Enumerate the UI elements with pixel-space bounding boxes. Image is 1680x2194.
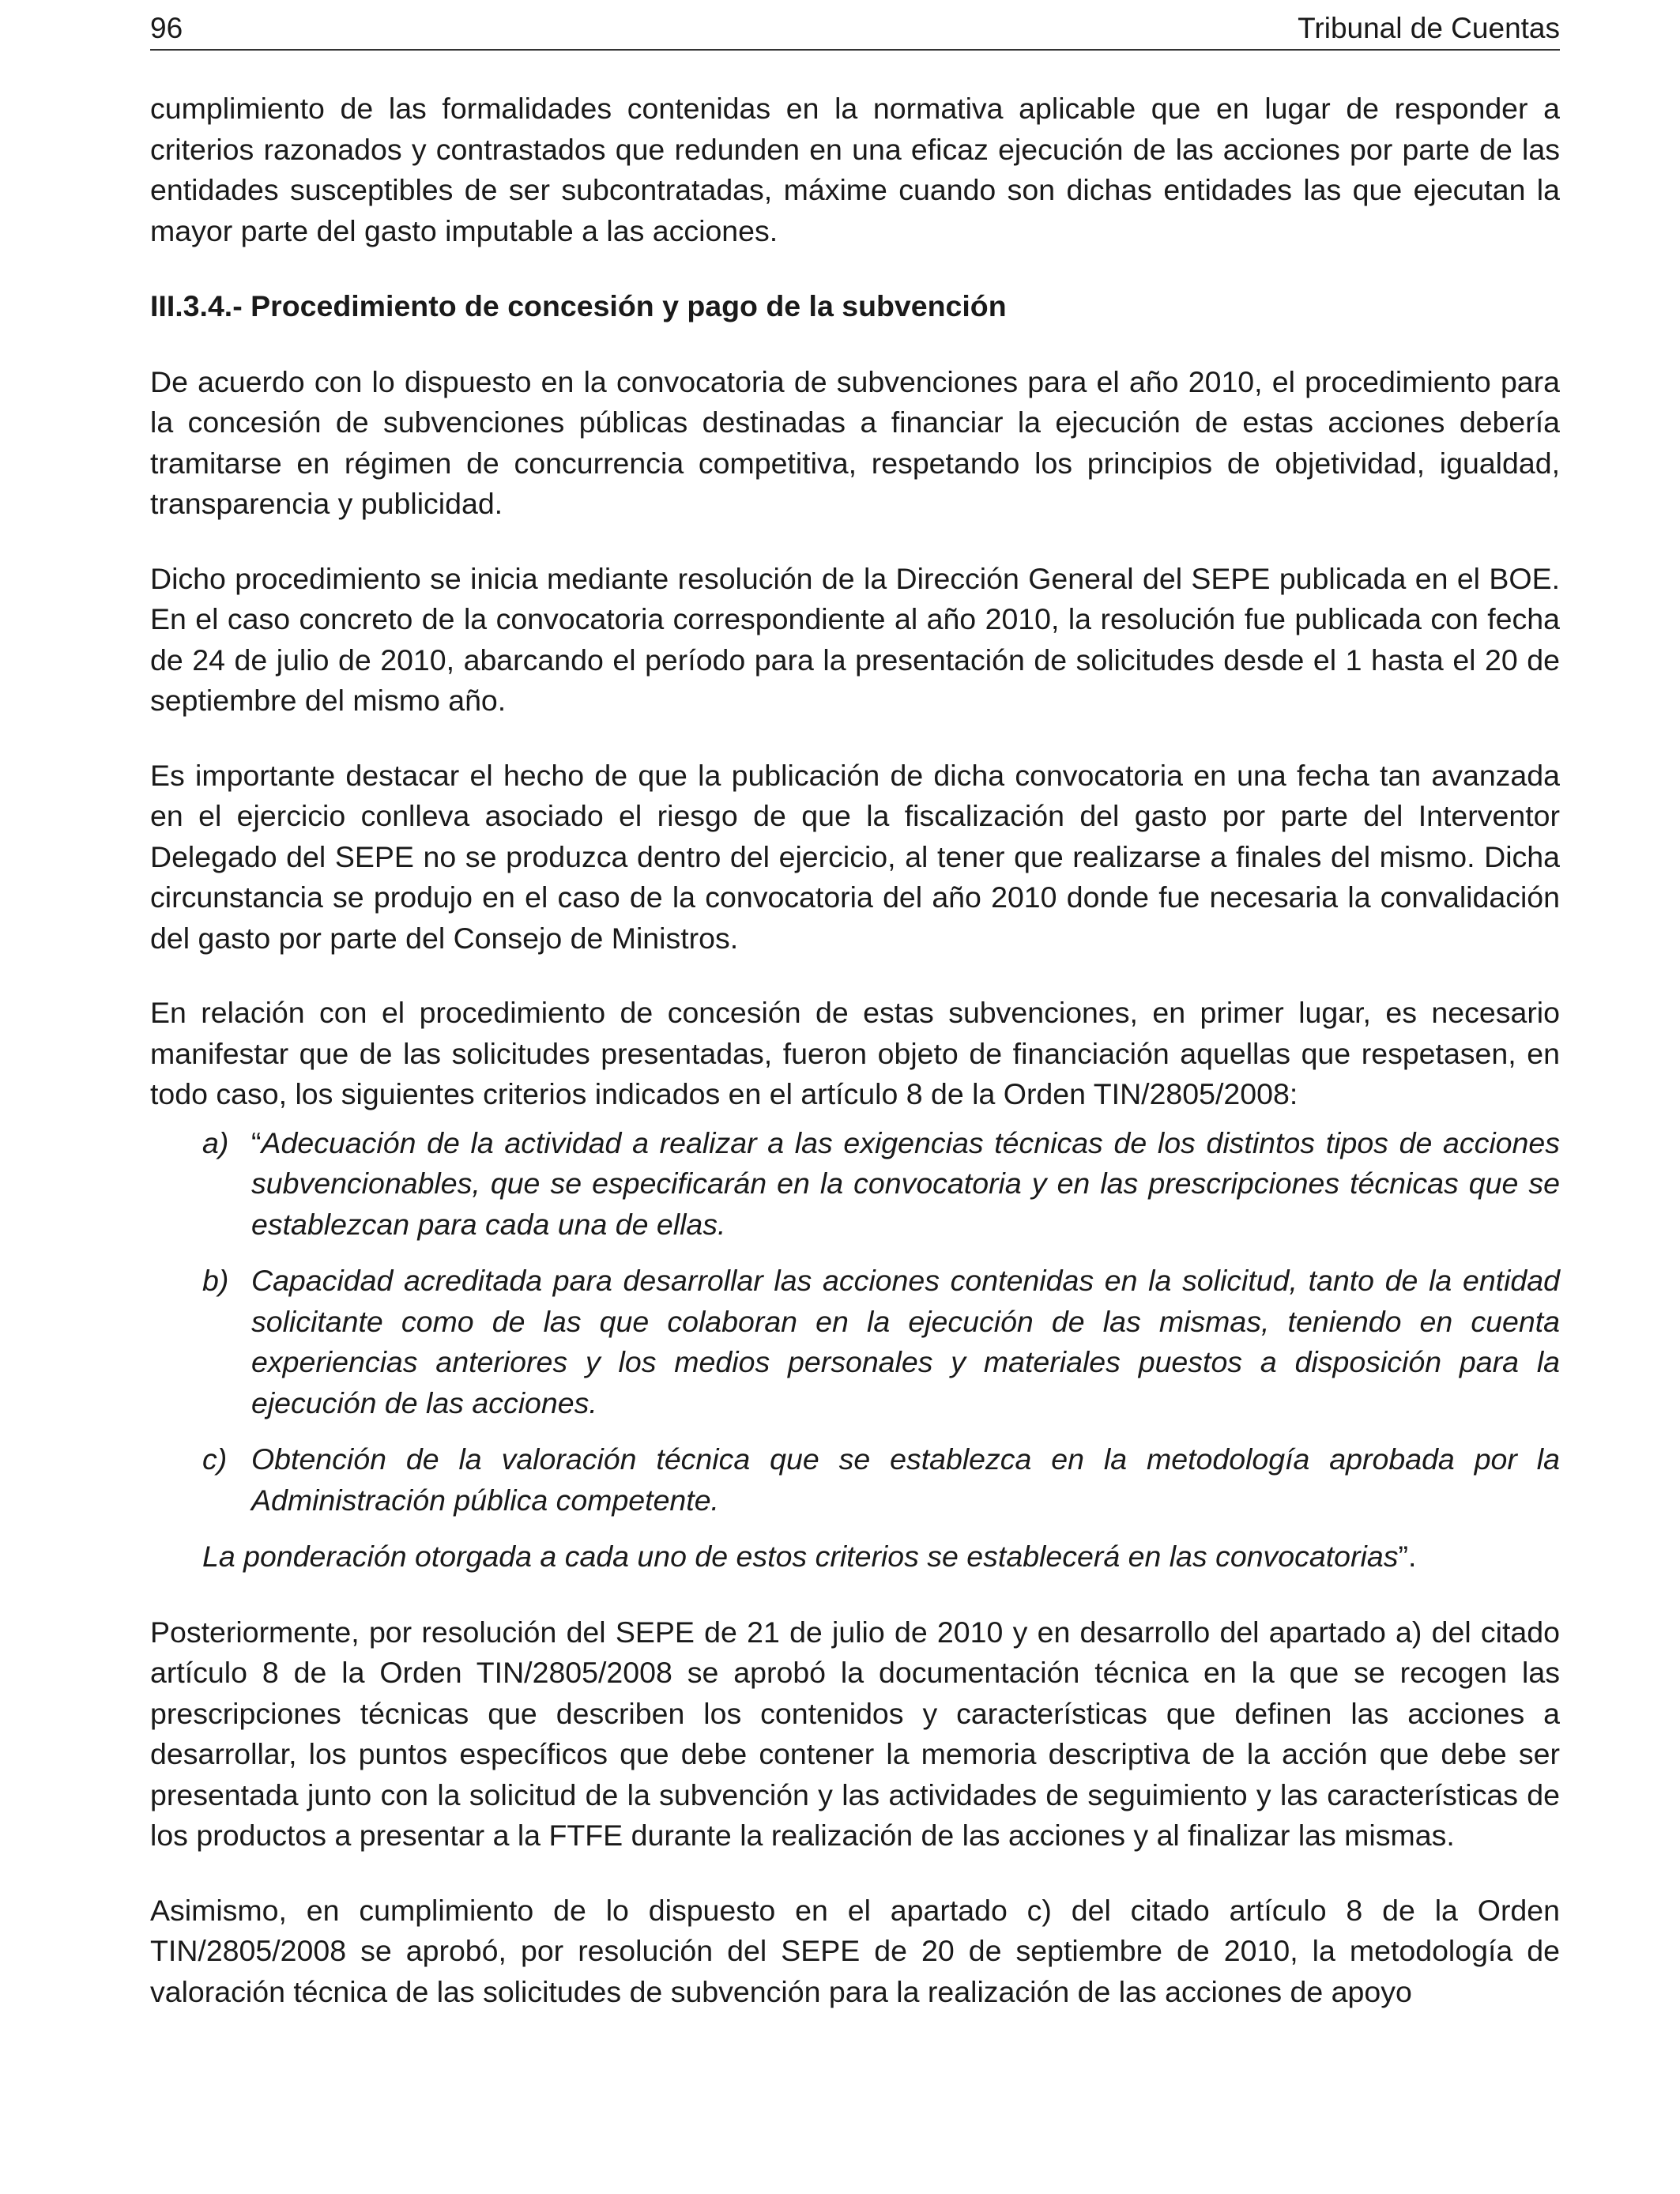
section-heading: III.3.4.- Procedimiento de concesión y pago de la subvención [150,289,1007,322]
criteria-marker: a) [202,1125,229,1159]
criteria-closing [150,1536,1560,1578]
paragraph-criterios-intro: En relación con el procedimiento de concesión de estas subvenciones, en primer lugar, es necesario manifestar que de las solicitudes presentadas, fueron objeto de financiación aquellas que respetasen, en todo caso, los siguientes criterios indicados en el artículo 8 de la Orden TIN/2805/2008: [150,996,1560,1110]
criteria-text [251,1123,1560,1246]
publication-title: Tribunal de Cuentas [1298,12,1560,44]
body-text [150,89,1560,2046]
paragraph-procedimiento: Dicho procedimiento se inicia mediante resolución de la Dirección General del SEPE publicada en el BOE. En el caso concreto de la convocatoria correspondiente al año 2010, la resolución fue publicada con fecha de 24 de julio de 2010, abarcando el período para la presentación de solicitudes desde el 1 hasta el 20 de septiembre del mismo año. [150,561,1560,717]
criteria-item-b [150,1261,1560,1423]
closing-text: La ponderación otorgada a cada uno de estos criterios se establecerá en las convocatorias [202,1540,1399,1573]
page-number: 96 [150,12,183,44]
paragraph-continuation: cumplimiento de las formalidades contenidas en la normativa aplicable que en lugar de responder a criterios razonados y contrastados que redunden en una eficaz ejecución de las acciones por parte de las entidades susceptibles de ser subcontratadas, máxime cuando son dichas entidades las que ejecutan la mayor parte del gasto imputable a las acciones. [150,92,1560,247]
criteria-marker: c) [202,1442,228,1476]
paragraph-posteriormente: Posteriormente, por resolución del SEPE de 21 de julio de 2010 y en desarrollo del apartado a) del citado artículo 8 de la Orden TIN/2805/2008 se aprobó la documentación técnica en la que se recogen las prescripciones técnicas que describen los contenidos y características que definen las acciones a desarrollar, los puntos específicos que debe contener la memoria descriptiva de la acción que debe ser presentada junto con la solicitud de la subvención y las actividades de seguimiento y las características de los productos a presentar a la FTFE durante la realización de las acciones y al finalizar las mismas. [150,1615,1560,1852]
criteria-marker: b) [202,1264,229,1297]
criteria-text-c: Obtención de la valoración técnica que se establezca en la metodología aprobada por la Administración pública competente. [251,1442,1560,1517]
running-header [150,11,1560,51]
criteria-text-a: Adecuación de la actividad a realizar a las exigencias técnicas de los distintos tipos de acciones subvencionables, que se especificarán en la convocatoria y en las prescripciones técnicas que se establezcan para cada una de ellas. [251,1125,1560,1241]
criteria-text-b: Capacidad acreditada para desarrollar las acciones contenidas en la solicitud, tanto de la entidad solicitante como de las que colaboran en la ejecución de las mismas, teniendo en cuenta experiencias anteriores y los medios personales y materiales puestos a disposición para la ejecución de las acciones. [251,1264,1560,1419]
paragraph-asimismo: Asimismo, en cumplimiento de lo dispuesto en el apartado c) del citado artículo 8 de la Orden TIN/2805/2008 se aprobó, por resolución del SEPE de 20 de septiembre de 2010, la metodología de valoración técnica de las solicitudes de subvención para la realización de las acciones de apoyo [150,1893,1560,2008]
criteria-item-c [150,1439,1560,1521]
closing-mark: ”. [1398,1540,1417,1573]
criteria-list [150,1123,1560,1521]
paragraph-convocatoria: De acuerdo con lo dispuesto en la convocatoria de subvenciones para el año 2010, el procedimiento para la concesión de subvenciones públicas destinadas a financiar la ejecución de estas acciones debería tramitarse en régimen de concurrencia competitiva, respetando los principios de objetividad, igualdad, transparencia y publicidad. [150,364,1560,520]
open-quote: “ [251,1125,262,1159]
paragraph-riesgo: Es importante destacar el hecho de que la publicación de dicha convocatoria en una fecha tan avanzada en el ejercicio conlleva asociado el riesgo de que la fiscalización del gasto por parte del Interventor Delegado del SEPE no se produzca dentro del ejercicio, al tener que realizarse a finales del mismo. Dicha circunstancia se produjo en el caso de la convocatoria del año 2010 donde fue necesaria la convalidación del gasto por parte del Consejo de Ministros. [150,758,1560,955]
criteria-item-a [150,1123,1560,1246]
